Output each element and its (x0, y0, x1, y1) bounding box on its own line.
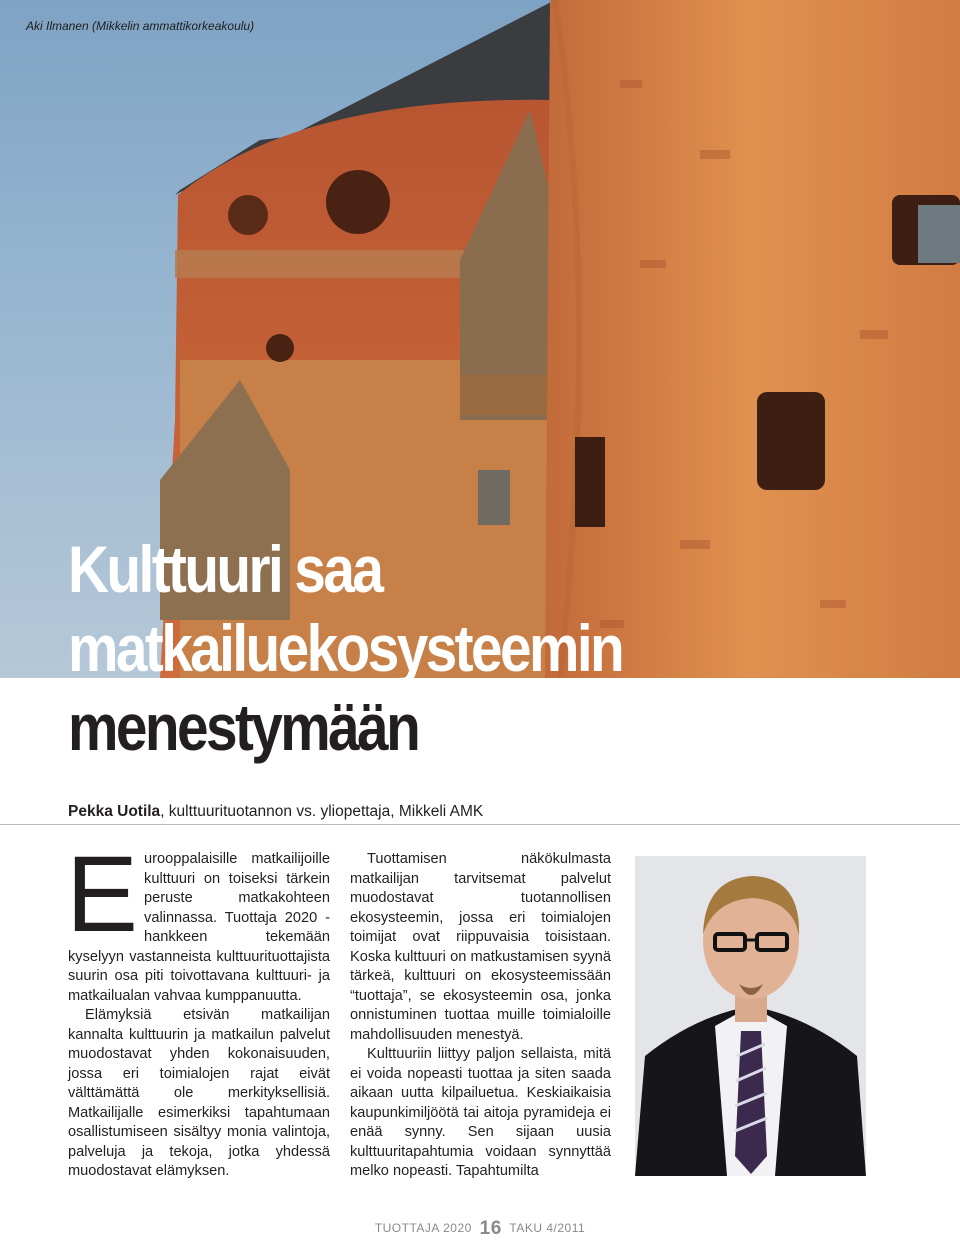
footer-publication: TUOTTAJA 2020 (374, 1221, 472, 1235)
paragraph: Kulttuuriin liittyy paljon sellaista, mitä ei voida nopeasti tuottaa ja siten saada aikaan uutta kilpailuetua. Keskiaikaisia kaupunkimiljöötä tai aitoja pyramideja ei enää synny. Sen sijaan uusia kulttuuritapahtumia voidaan synnyttää melko nopeasti. Tapahtumilta (350, 1046, 611, 1179)
author-name: Pekka Uotila (68, 803, 161, 820)
photo-credit: Aki Ilmanen (Mikkelin ammattikorkeakoulu) (26, 19, 255, 33)
author-portrait (635, 856, 866, 1176)
author-role: , kulttuurituotannon vs. yliopettaja, Mikkeli AMK (160, 803, 484, 820)
portrait-illustration (635, 856, 866, 1176)
tower-window (757, 392, 825, 490)
article-column-1 (66, 833, 330, 1182)
round-window (326, 170, 390, 234)
headline-line-1: Kulttuuri saa (68, 532, 382, 606)
round-window (266, 334, 294, 362)
paragraph-text: urooppalaisille matkailijoille kulttuuri on toiseksi tärkein peruste matkakohteen valinnassa. Tuottaja 2020 -hankkeen tekemään kyselyyn vastanneista kulttuurituottajista suurin osa piti toivottavana kulttuuri- ja matkailualan vahvaa kumppanuutta. (68, 851, 330, 1004)
article-column-2 (350, 850, 611, 1182)
headline-line-3: menestymään (68, 690, 419, 764)
footer-issue: TAKU 4/2011 (509, 1221, 586, 1235)
headline-line-2: matkailuekosysteemin (68, 611, 623, 685)
paragraph (66, 833, 330, 1006)
round-window (228, 195, 268, 235)
dropcap: E (66, 833, 139, 954)
divider (0, 824, 960, 825)
byline (68, 803, 483, 821)
paragraph: Elämyksiä etsivän matkailijan kannalta kulttuurin ja matkailun palvelut muodostavat yhden kokonaisuuden, jossa eri toimialojen rajat eivät välttämättä ole merkityksellisiä. Matkailijalle esimerkiksi tapahtumaan osallistumiseen sisältyy monia valintoja, palveluja ja tekoja, jotka yhdessä muodostavat elämyksen. (68, 1007, 330, 1179)
tower-window (575, 437, 605, 527)
page-number: 16 (479, 1218, 502, 1239)
article-headline (68, 530, 622, 767)
grated-window (478, 470, 510, 525)
page-footer (0, 1218, 960, 1240)
paragraph: Tuottamisen näkökulmasta matkailijan tarvitsemat palvelut muodostavat tuotannollisen ekosysteemin, jossa eri toimialojen toimijat ovat riippuvaisia toisistaan. Koska kulttuuri on matkustamisen syynä tärkeä, kulttuuri on ekosysteemissään “tuottaja”, se ekosysteemin osa, jonka onnistuminen tuottaa muille toimialoille mahdollisuuden menestyä. (350, 851, 611, 1043)
